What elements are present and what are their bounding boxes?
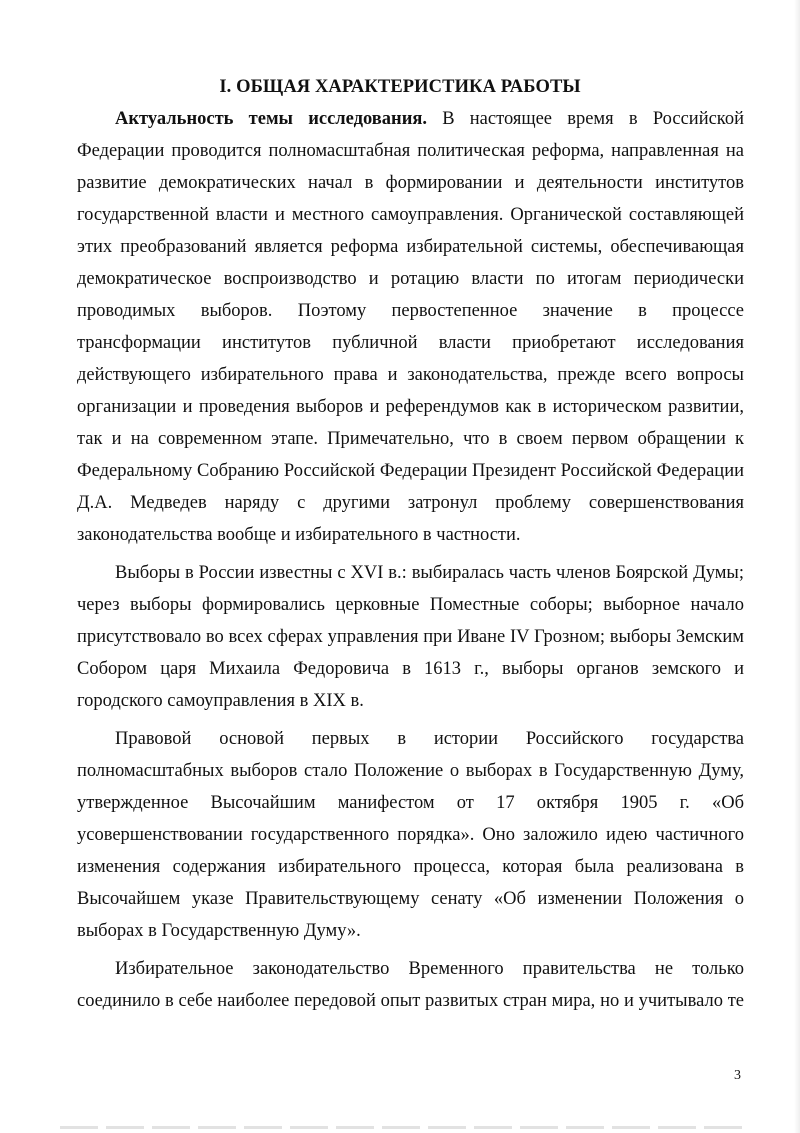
paragraph-text: Правовой основой первых в истории Российского государства полномасштабных выборов стало Положение о выборах в Государственную Думу, утвержденное Высочайшим манифестом от 17 октября 1905 г. «Об усовершенствовании государственного порядка». Оно заложило идею частичного изменения содержания избирательного процесса, которая была реализована в Высочайшем указе Правительствующему сенату «Об изменении Положения о выборах в Государственную Думу». <box>77 729 744 941</box>
body-text <box>77 103 744 1023</box>
scan-bottom-artifact <box>60 1126 750 1129</box>
page-number: 3 <box>734 1068 741 1083</box>
paragraph-text: Избирательное законодательство Временного правительства не только соединило в себе наиболее передовой опыт развитых стран мира, но и учитывало те <box>77 959 744 1011</box>
paragraph-lead: Актуальность темы исследования. <box>115 109 427 129</box>
paragraph-history <box>77 557 744 717</box>
paragraph-relevance <box>77 103 744 551</box>
scan-edge-shadow <box>794 0 800 1133</box>
paragraph-provisional-government <box>77 953 744 1017</box>
section-heading: I. ОБЩАЯ ХАРАКТЕРИСТИКА РАБОТЫ <box>219 77 581 97</box>
paragraph-text: В настоящее время в Российской Федерации проводится полномасштабная политическая реформа, направленная на развитие демократических начал в формировании и деятельности институтов государственной власти и местного самоуправления. Органической составляющей этих преобразований является реформа избирательной системы, обеспечивающая демократическое воспроизводство и ротацию власти по итогам периодически проводимых выборов. Поэтому первостепенное значение в процессе трансформации институтов публичной власти приобретают исследования действующего избирательного права и законодательства, прежде всего вопросы организации и проведения выборов и референдумов как в историческом развитии, так и на современном этапе. Примечательно, что в своем первом обращении к Федеральному Собранию Российской Федерации Президент Российской Федерации Д.А. Медведев наряду с другими затронул проблему совершенствования законодательства вообще и избирательного в частности. <box>77 109 745 545</box>
paragraph-text: Выборы в России известны с XVI в.: выбиралась часть членов Боярской Думы; через выборы формировались церковные Поместные соборы; выборное начало присутствовало во всех сферах управления при Иване IV Грозном; выборы Земским Собором царя Михаила Федоровича в 1613 г., выборы органов земского и городского самоуправления в XIX в. <box>77 563 744 711</box>
paragraph-legal-basis <box>77 723 744 947</box>
